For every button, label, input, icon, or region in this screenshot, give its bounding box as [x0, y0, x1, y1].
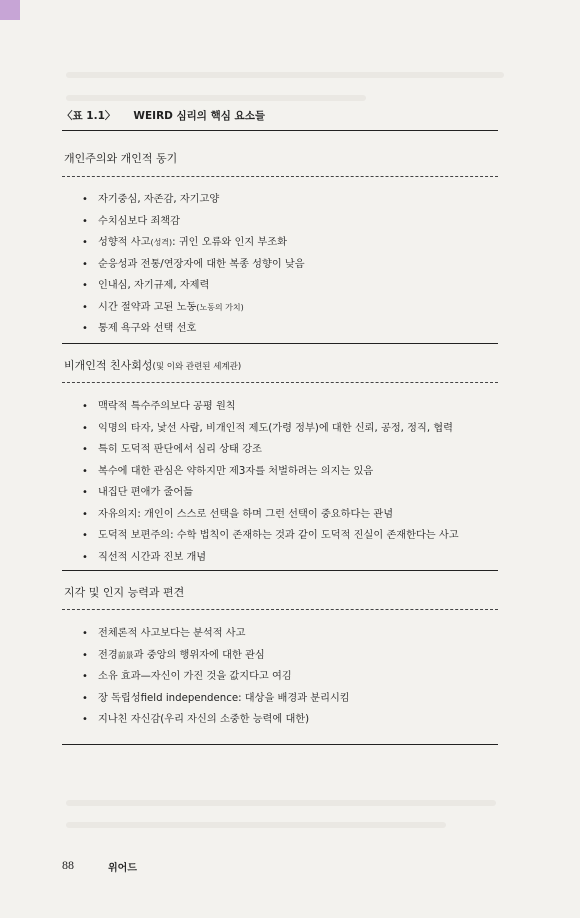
bullet: •	[82, 530, 88, 541]
list-item: • 맥락적 특수주의보다 공평 원칙	[80, 396, 459, 418]
bullet: •	[82, 401, 88, 412]
table-bottom-rule	[62, 744, 498, 745]
bullet: •	[82, 194, 88, 205]
bleed-through-line	[66, 95, 366, 101]
section-divider-solid	[62, 343, 498, 344]
section-heading-prosociality	[64, 357, 241, 373]
section-heading-text: 비개인적 친사회성	[64, 359, 153, 372]
section-heading-cognition	[64, 584, 184, 600]
bullet: •	[82, 714, 88, 725]
list-item: • 소유 효과—자신이 가진 것을 값지다고 여김	[80, 666, 350, 688]
list-item: • 수치심보다 죄책감	[80, 211, 305, 233]
section-heading-note: (및 이와 관련된 세계관)	[152, 362, 242, 372]
list-item: • 시간 절약과 고된 노동(노동의 가치)	[80, 297, 305, 319]
bullet: •	[82, 487, 88, 498]
section-list-cognition	[80, 623, 350, 731]
list-item: • 인내심, 자기규제, 자제력	[80, 275, 305, 297]
list-item: • 통제 욕구와 선택 선호	[80, 318, 305, 340]
list-item: • 순응성과 전통/연장자에 대한 복종 성향이 낮음	[80, 254, 305, 276]
bullet: •	[82, 258, 88, 270]
table-top-rule	[62, 130, 498, 131]
section-divider-dashed	[62, 176, 498, 177]
bleed-through-line	[66, 800, 496, 806]
list-item: • 익명의 타자, 낯선 사람, 비개인적 제도(가령 정부)에 대한 신뢰, 공정, 정직, 협력	[80, 418, 459, 440]
section-heading-text: 지각 및 인지 능력과 편견	[64, 586, 185, 599]
bullet: •	[82, 323, 88, 334]
bullet: •	[82, 671, 88, 682]
section-divider-dashed	[62, 609, 498, 610]
list-item: • 특히 도덕적 판단에서 심리 상태 강조	[80, 439, 459, 461]
page-number: 88	[62, 858, 74, 872]
bullet: •	[82, 215, 88, 227]
table-caption	[62, 108, 265, 123]
bullet: •	[82, 508, 88, 520]
bullet: •	[82, 465, 88, 477]
list-item: • 전경前景과 중앙의 행위자에 대한 관심	[80, 645, 350, 667]
section-list-prosociality	[80, 396, 459, 568]
table-title: WEIRD 심리의 핵심 요소들	[133, 110, 265, 122]
corner-color-tab	[0, 0, 20, 20]
section-divider-dashed	[62, 382, 498, 383]
list-item: • 장 독립성field independence: 대상을 배경과 분리시킴	[80, 688, 350, 710]
bleed-through-line	[66, 822, 446, 828]
bullet: •	[82, 628, 88, 639]
bullet: •	[82, 422, 88, 434]
list-item: • 자기중심, 자존감, 자기고양	[80, 189, 305, 211]
section-heading-individualism	[64, 150, 177, 166]
table-number: 〈표 1.1〉	[62, 110, 116, 122]
list-item: • 자유의지: 개인이 스스로 선택을 하며 그런 선택이 중요하다는 관념	[80, 504, 459, 526]
bullet: •	[82, 551, 88, 563]
list-item: • 복수에 대한 관심은 약하지만 제3자를 처벌하려는 의지는 있음	[80, 461, 459, 483]
bleed-through-line	[66, 72, 504, 78]
bullet: •	[82, 692, 88, 704]
list-item: • 성향적 사고(성격): 귀인 오류와 인지 부조화	[80, 232, 305, 254]
list-item: • 직선적 시간과 진보 개념	[80, 547, 459, 569]
list-item: • 전체론적 사고보다는 분석적 사고	[80, 623, 350, 645]
list-item: • 내집단 편애가 줄어듦	[80, 482, 459, 504]
bullet: •	[82, 444, 88, 455]
bullet: •	[82, 301, 88, 313]
bullet: •	[82, 237, 88, 248]
list-item: • 도덕적 보편주의: 수학 법칙이 존재하는 것과 같이 도덕적 진실이 존재한다는 사고	[80, 525, 459, 547]
running-title: 위어드	[108, 863, 137, 874]
section-list-individualism	[80, 189, 305, 340]
bullet: •	[82, 280, 88, 291]
section-heading-text: 개인주의와 개인적 동기	[64, 152, 178, 165]
list-item: • 지나친 자신감(우리 자신의 소중한 능력에 대한)	[80, 709, 350, 731]
bullet: •	[82, 649, 88, 661]
section-divider-solid	[62, 570, 498, 571]
